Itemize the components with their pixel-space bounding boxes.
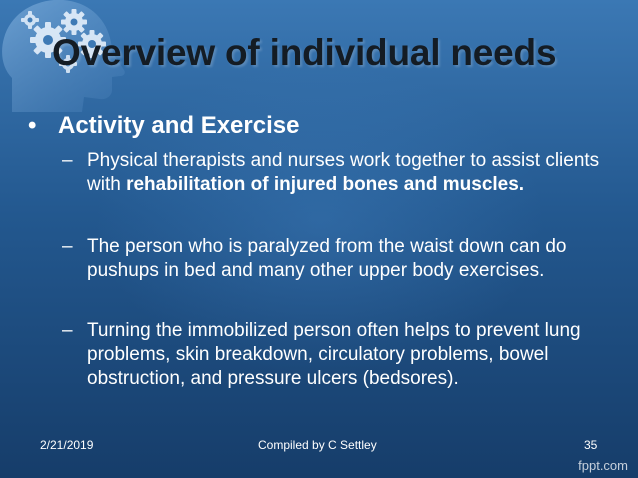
sub-point-text-regular: Physical therapists and nurses work together to assist clients with <box>87 150 600 195</box>
watermark: fppt.com <box>578 458 628 473</box>
main-bullet-text: Activity and Exercise <box>58 112 300 139</box>
sub-point-marker: – <box>62 320 73 341</box>
footer-date: 2/21/2019 <box>40 438 94 452</box>
sub-point-marker: – <box>62 150 73 171</box>
sub-point <box>62 149 602 197</box>
sub-point-text: The person who is paralyzed from the waist down can do pushups in bed and many other upper body exercises. <box>87 236 567 281</box>
slide-number: 35 <box>584 438 598 452</box>
sub-point-text <box>87 149 602 197</box>
main-bullet <box>28 112 608 140</box>
slide-title: Overview of individual needs <box>52 32 557 73</box>
footer-author: Compiled by C Settley <box>258 438 377 452</box>
sub-point <box>62 235 602 283</box>
sub-point-text: Turning the immobilized person often helps to prevent lung problems, skin breakdown, circulatory problems, bowel obstruction, and pressure ulcers (bedsores). <box>87 320 581 389</box>
sub-point-marker: – <box>62 236 73 257</box>
sub-point <box>62 319 602 391</box>
sub-point-text-bold: rehabilitation of injured bones and muscles. <box>126 174 525 195</box>
bullet-marker: • <box>28 112 37 139</box>
